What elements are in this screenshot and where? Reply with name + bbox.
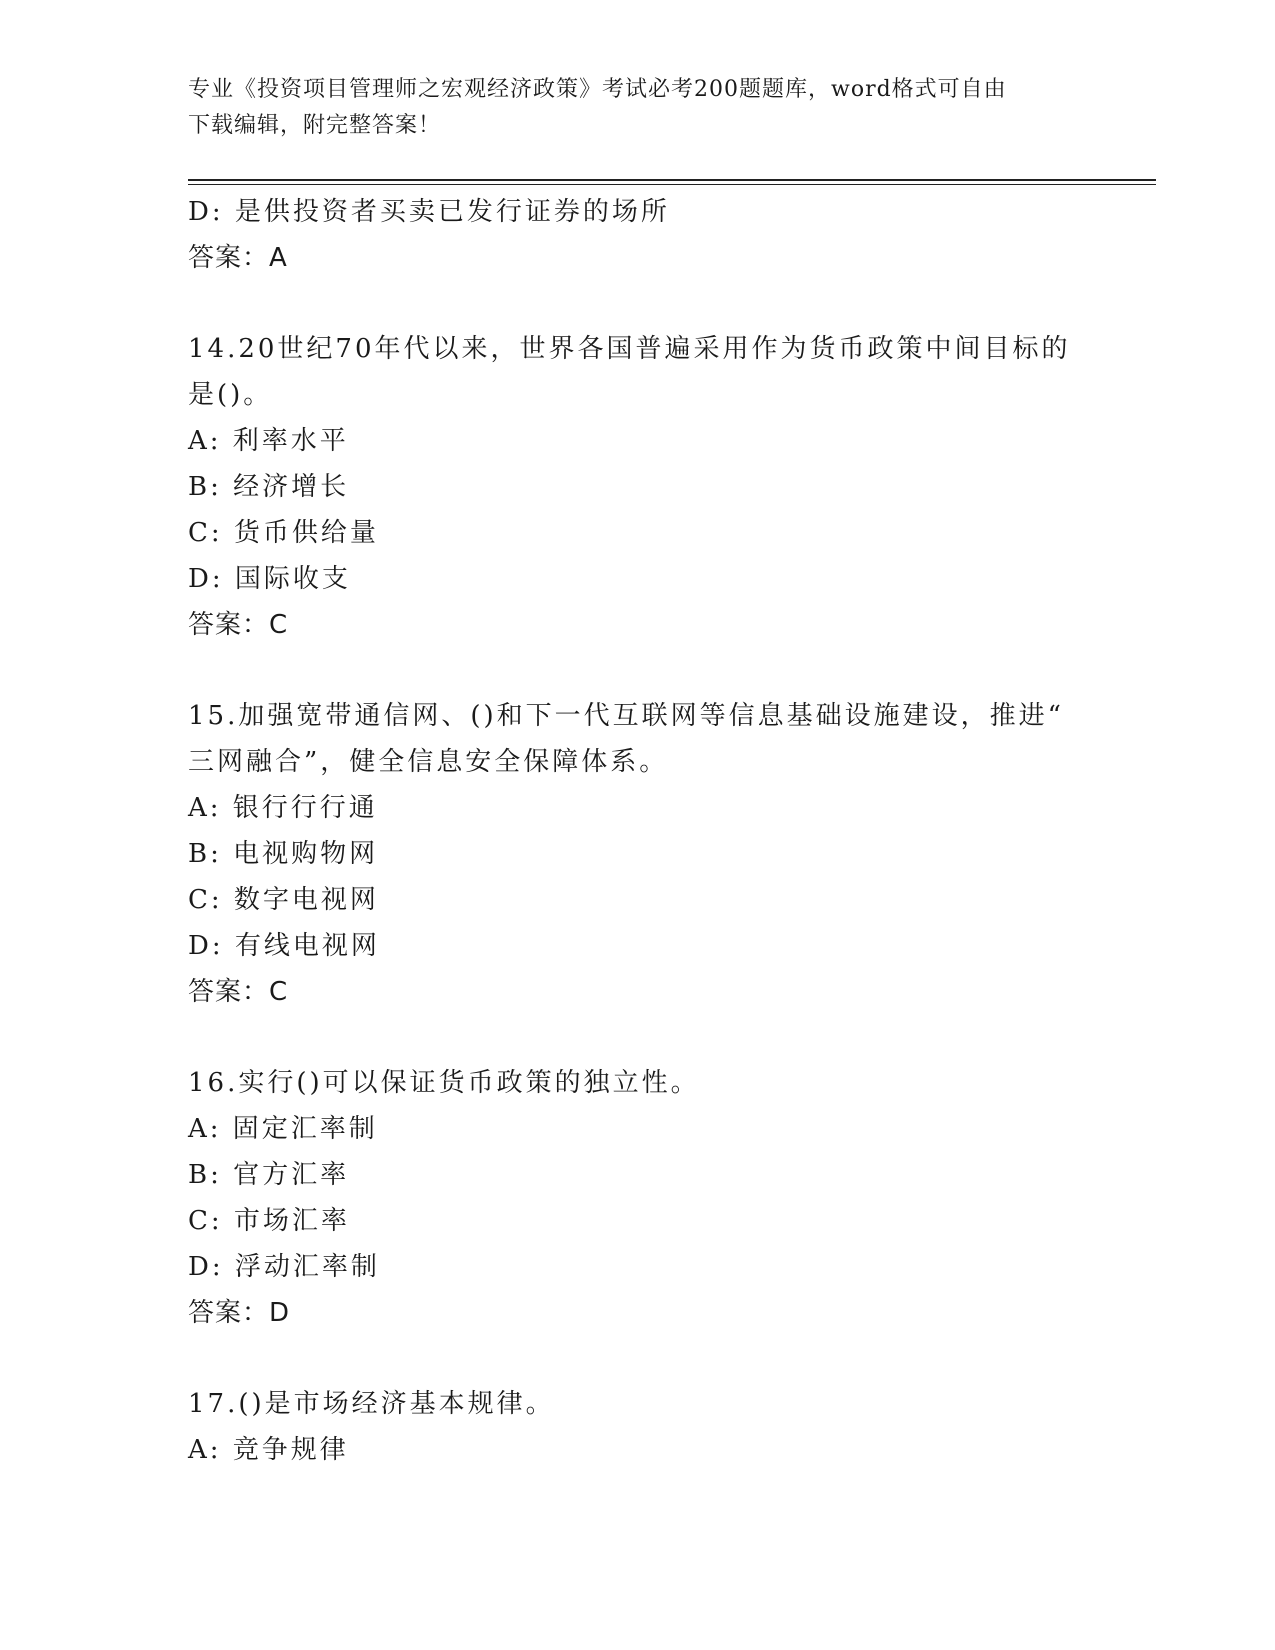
question-stem-line-2: 三网融合”，健全信息安全保障体系。 xyxy=(188,747,669,777)
option-c: C: 市场汇率 xyxy=(188,1206,350,1236)
option-c: C: 货币供给量 xyxy=(188,518,379,548)
question-spacer xyxy=(188,648,1088,693)
header-divider-thin xyxy=(188,184,1156,185)
question-spacer xyxy=(188,1336,1088,1381)
answer-line: 答案：D xyxy=(188,1298,291,1328)
option-b: B: 官方汇率 xyxy=(188,1160,350,1190)
option-b: B: 电视购物网 xyxy=(188,839,379,869)
option-a: A: 银行行行通 xyxy=(188,793,378,823)
option-c: C: 数字电视网 xyxy=(188,885,379,915)
question-stem-line-1: 17.()是市场经济基本规律。 xyxy=(188,1389,555,1419)
question-stem-line-1: 16.实行()可以保证货币政策的独立性。 xyxy=(188,1068,700,1098)
option-d: D: 浮动汇率制 xyxy=(188,1252,380,1282)
question-14 xyxy=(188,326,1088,648)
question-list xyxy=(188,189,1088,1473)
answer-line: 答案：C xyxy=(188,610,289,640)
document-header xyxy=(188,72,1088,144)
header-divider-thick xyxy=(188,179,1156,181)
answer-line: 答案：C xyxy=(188,977,289,1007)
option-a: A: 利率水平 xyxy=(188,426,349,456)
header-line-1: 专业《投资项目管理师之宏观经济政策》考试必考200题题库，word格式可自由 xyxy=(188,77,1007,102)
question-spacer xyxy=(188,1015,1088,1060)
question-17 xyxy=(188,1381,1088,1473)
option-a: A: 固定汇率制 xyxy=(188,1114,378,1144)
question-15 xyxy=(188,693,1088,1015)
header-line-2: 下载编辑，附完整答案！ xyxy=(188,113,442,138)
question-stem-line-1: 14.20世纪70年代以来，世界各国普遍采用作为货币政策中间目标的 xyxy=(188,334,1071,364)
option-d: D: 有线电视网 xyxy=(188,931,380,961)
option-d: D: 是供投资者买卖已发行证券的场所 xyxy=(188,197,670,227)
option-d: D: 国际收支 xyxy=(188,564,351,594)
question-stem-line-2: 是()。 xyxy=(188,380,273,410)
option-a: A: 竞争规律 xyxy=(188,1435,349,1465)
answer-line: 答案：A xyxy=(188,243,288,273)
question-spacer xyxy=(188,281,1088,326)
option-b: B: 经济增长 xyxy=(188,472,350,502)
question-16 xyxy=(188,1060,1088,1336)
question-13-tail xyxy=(188,189,1088,281)
question-stem-line-1: 15.加强宽带通信网、()和下一代互联网等信息基础设施建设，推进“ xyxy=(188,701,1064,731)
